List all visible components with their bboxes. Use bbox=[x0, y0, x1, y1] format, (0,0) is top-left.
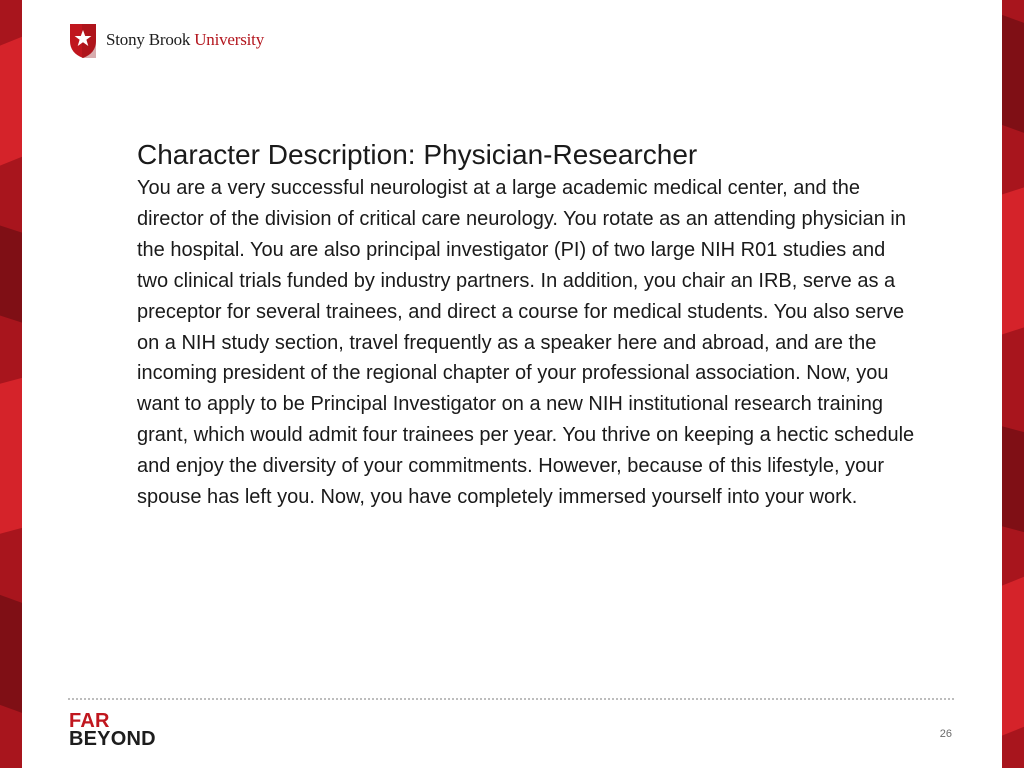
band-stripe bbox=[1002, 184, 1024, 337]
character-description: You are a very successful neurologist at a large academic medical center, and the director of the division of critical care neurology. You rotate as an attending physician in the hospital. You are also principal investigator (PI) of two large NIH R01 studies and two clinical trials funded by industry partners. In addition, you chair an IRB, serve as a preceptor for several trainees, and direct a course for medical students. You also serve on a NIH study section, travel frequently as a speaker here and abroad, and are the incoming president of the regional chapter of your professional association. Now, you want to apply to be Principal Investigator on a new NIH institutional research training grant, which would admit four trainees per year. You thrive on keeping a hectic schedule and enjoy the diversity of your commitments. However, because of this lifestyle, your spouse has left you. Now, you have completely immersed yourself into your work. bbox=[137, 177, 915, 509]
slide-content bbox=[137, 138, 917, 513]
university-logo bbox=[68, 20, 264, 60]
band-stripe bbox=[1002, 425, 1024, 536]
left-decorative-band bbox=[0, 0, 22, 768]
band-stripe bbox=[1002, 572, 1024, 738]
far-beyond-logo bbox=[69, 712, 156, 748]
logo-wordmark bbox=[106, 30, 264, 50]
tagline-line-1: FAR bbox=[69, 710, 110, 732]
right-decorative-band bbox=[1002, 0, 1024, 768]
footer-divider bbox=[68, 698, 954, 700]
logo-text-primary: Stony Brook bbox=[106, 30, 191, 49]
band-stripe bbox=[1002, 13, 1024, 138]
band-stripe bbox=[0, 32, 22, 168]
band-stripe bbox=[0, 224, 22, 327]
page-number: 26 bbox=[939, 728, 952, 740]
logo-text-secondary: University bbox=[194, 30, 265, 49]
band-stripe bbox=[0, 593, 22, 718]
tagline-line-2: BEYOND bbox=[69, 728, 156, 750]
slide-title: Character Description: Physician-Researcher bbox=[137, 139, 698, 170]
shield-star-icon bbox=[68, 21, 98, 59]
band-stripe bbox=[0, 375, 22, 536]
